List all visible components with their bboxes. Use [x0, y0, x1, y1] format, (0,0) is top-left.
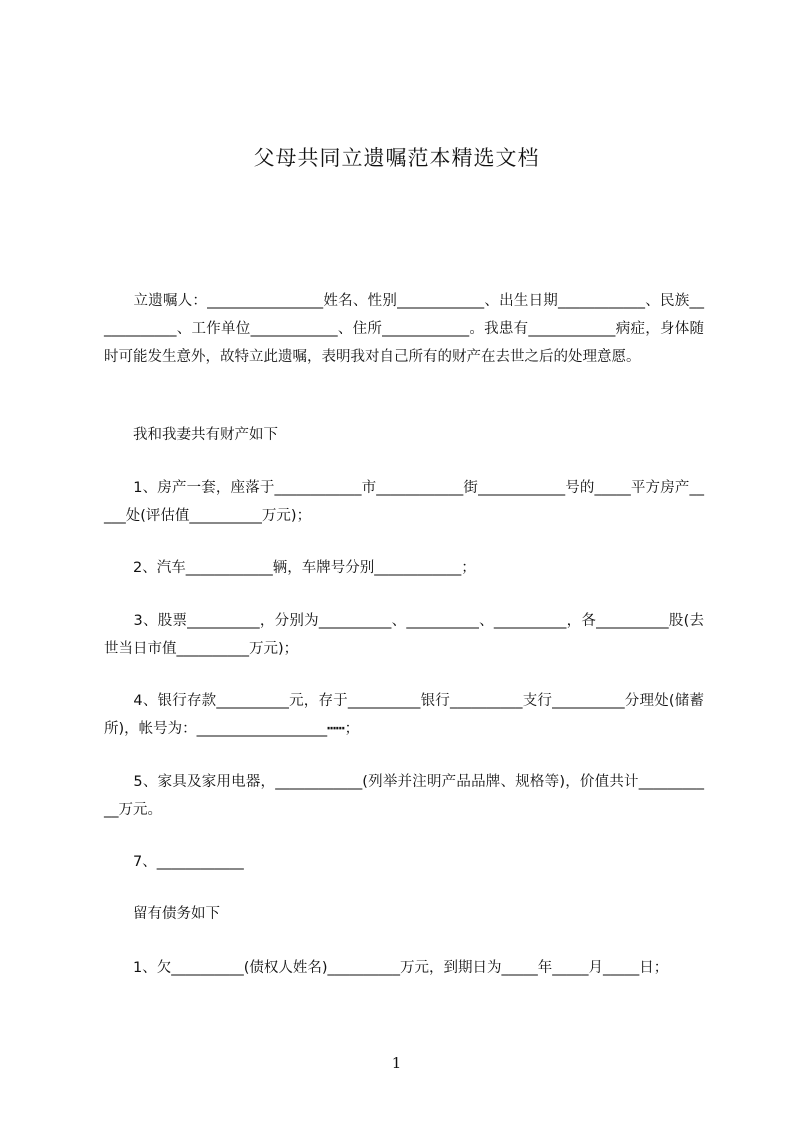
property-item-furniture: 5、家具及家用电器，____________(列举并注明产品品牌、规格等)，价值共计___________万元。	[104, 774, 704, 818]
document-title: 父母共同立遗嘱范本精选文档	[253, 146, 540, 170]
property-item-bank-deposit: 4、银行存款__________元，存于__________银行__________支行__________分理处(储蓄所)，帐号为：__________________┅┅；	[104, 693, 704, 737]
debts-heading: 留有债务如下	[104, 906, 220, 922]
page-number: 1	[391, 1054, 402, 1072]
property-item-car: 2、汽车____________辆，车牌号分别____________；	[104, 560, 476, 576]
debt-item-1: 1、欠__________(债权人姓名)__________万元，到期日为_____年_____月_____日；	[104, 960, 669, 976]
property-item-7: 7、____________	[104, 854, 244, 870]
testator-info-paragraph: 立遗嘱人：________________姓名、性别____________、出生日期____________、民族____________、工作单位____________、住所____________。我患有____________病症，身体随时可能发生意外，故特立此遗嘱，表明我对自己所有的财产在去世之后的处理意愿。	[104, 293, 704, 365]
property-item-stocks: 3、股票__________，分别为__________、__________、__________，各__________股(去世当日市值__________万元)；	[104, 613, 704, 657]
property-item-house: 1、房产一套，座落于____________市____________街____________号的_____平方房产_____处(评估值__________万元)；	[104, 480, 704, 524]
joint-property-heading: 我和我妻共有财产如下	[104, 427, 278, 443]
